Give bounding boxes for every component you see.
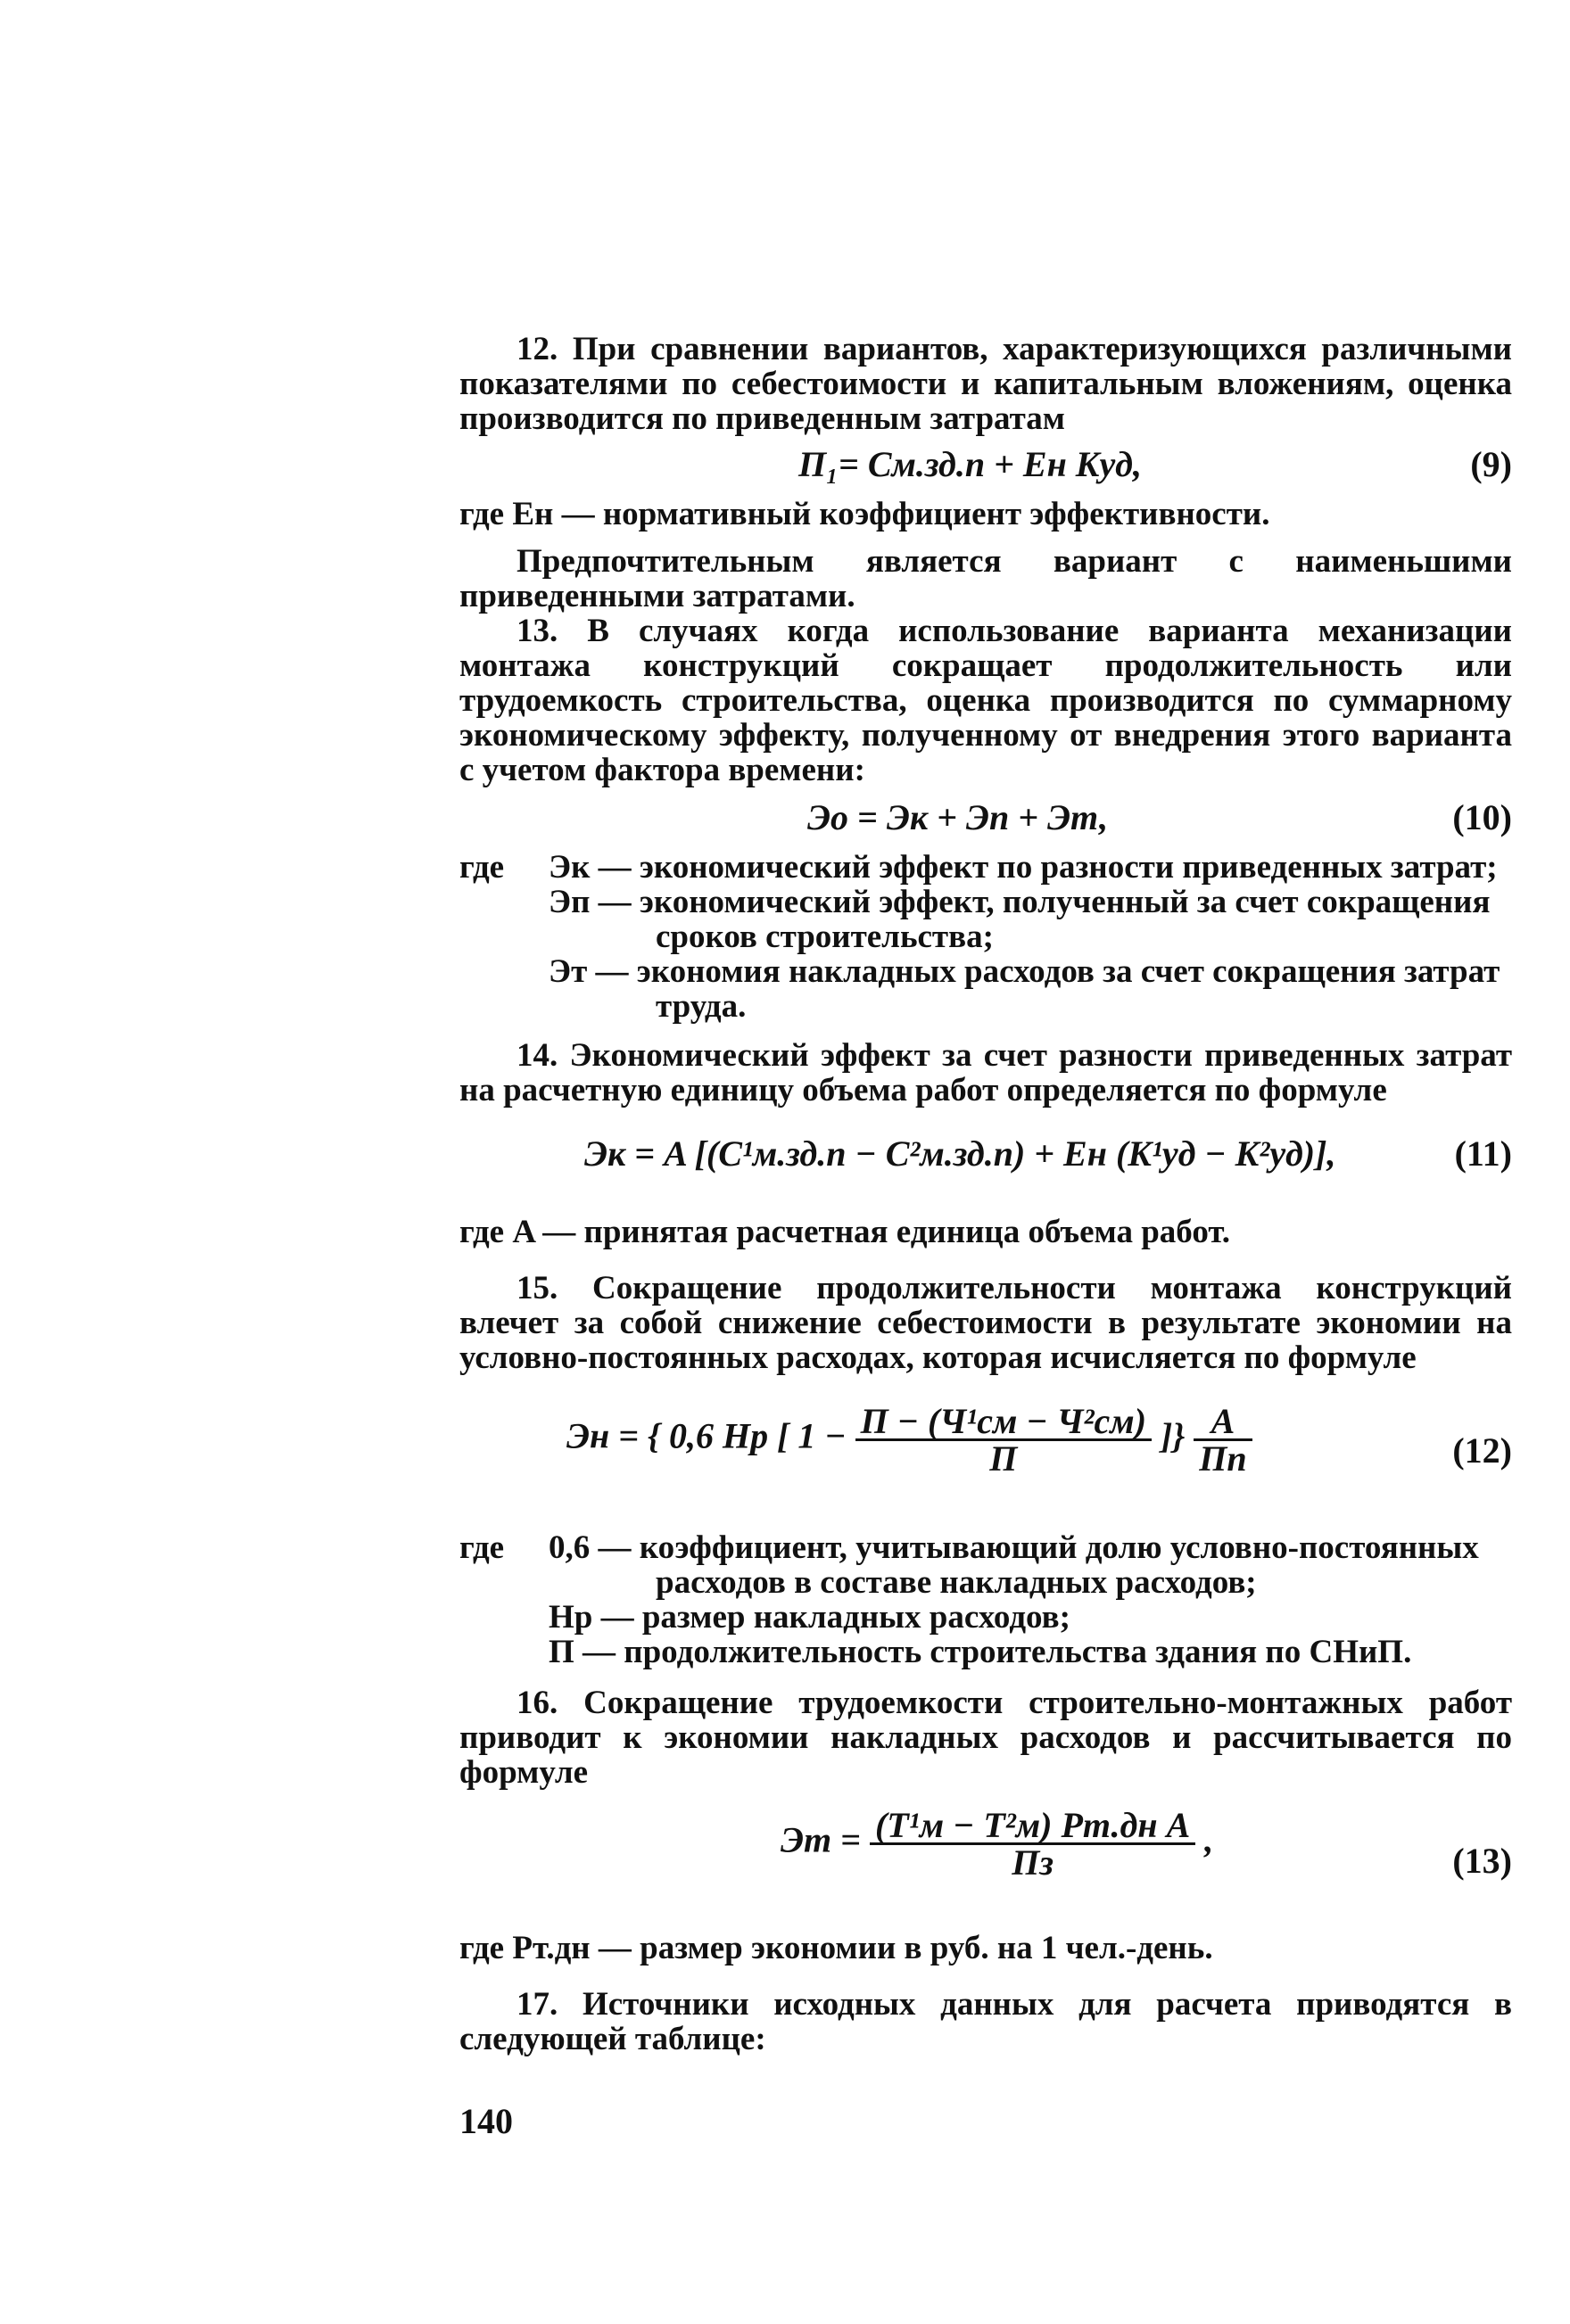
- equation-9-where: где Eн — нормативный коэффициент эффективности.: [459, 496, 1270, 532]
- equation-9-number: (9): [1470, 444, 1512, 484]
- equation-12: [459, 1384, 1512, 1518]
- equation-11: [459, 1108, 1512, 1215]
- equation-12-definitions: [459, 1530, 1512, 1669]
- equation-11-formula: Эк = A [(C¹м.зд.п − C²м.зд.п) + Eн (K¹уд − K²уд)],: [584, 1133, 1336, 1174]
- equation-13-number: (13): [1452, 1841, 1512, 1881]
- equation-13-fraction-denominator: Пз: [1012, 1842, 1054, 1883]
- equation-13-fraction: [870, 1805, 1195, 1883]
- paragraph-17: 17. Источники исходных данных для расчета приводятся в следующей таблице:: [459, 1986, 1512, 2057]
- equation-9-formula: П₁= Cм.зд.п + Eн Kуд,: [798, 444, 1142, 484]
- definition-hr: Hр — размер накладных расходов;: [549, 1599, 1070, 1636]
- equation-13-left: Эт =: [781, 1819, 861, 1860]
- paragraph-preferred: Предпочтительным является вариант с наименьшими приведенными затратами.: [459, 543, 1512, 614]
- equation-10: [459, 797, 1512, 850]
- paragraph-13: 13. В случаях когда использование варианта механизации монтажа конструкций сокращает продолжительность или трудоемкость строительства, оценка производится по суммарному экономическому эффекту, полученному от внедрения этого варианта с учетом фактора времени:: [459, 613, 1512, 788]
- equation-10-number: (10): [1452, 797, 1512, 837]
- equation-11-number: (11): [1454, 1133, 1512, 1174]
- definition-et: Эт — экономия накладных расходов за счет сокращения затрат труда.: [549, 953, 1500, 1025]
- equation-12-fraction-numerator: П − (Ч¹см − Ч²см): [855, 1404, 1152, 1441]
- paragraph-14: 14. Экономический эффект за счет разности приведенных затрат на расчетную единицу объема работ определяется по формуле: [459, 1037, 1512, 1108]
- where-label: где: [459, 1529, 505, 1566]
- equation-11-where: где A — принятая расчетная единица объема работ.: [459, 1214, 1230, 1250]
- equation-12-fraction-2-denominator: Пп: [1199, 1438, 1247, 1479]
- equation-9: [459, 444, 1512, 497]
- equation-12-fraction-2-numerator: A: [1194, 1404, 1252, 1441]
- equation-13: [459, 1799, 1512, 1924]
- body-text: [459, 332, 1512, 2056]
- where-label: где: [459, 849, 505, 886]
- paragraph-16: 16. Сокращение трудоемкости строительно-монтажных работ приводит к экономии накладных расходов и рассчитывается по формуле: [459, 1685, 1512, 1791]
- definition-ep: Эп — экономический эффект, полученный за счет сокращения сроков строительства;: [549, 884, 1491, 955]
- equation-10-definitions: [459, 850, 1512, 1024]
- equation-12-fraction-denominator: П: [989, 1438, 1018, 1479]
- page-number: 140: [459, 2101, 513, 2141]
- equation-12-fraction-2: [1194, 1401, 1252, 1479]
- equation-12-left: Эн = { 0,6 Hр [ 1 −: [566, 1415, 847, 1456]
- paragraph-12: 12. При сравнении вариантов, характеризующихся различными показателями по себестоимости и капитальным вложениям, оценка производится по приведенным затратам: [459, 331, 1512, 437]
- equation-13-comma: ,: [1204, 1819, 1214, 1860]
- equation-13-fraction-numerator: (T¹м − T²м) Pт.дн A: [870, 1808, 1195, 1845]
- equation-12-right: ]}: [1161, 1415, 1186, 1456]
- equation-12-fraction: [855, 1401, 1152, 1479]
- definition-ek: Эк — экономический эффект по разности приведенных затрат;: [549, 849, 1498, 886]
- equation-13-where: где Pт.дн — размер экономии в руб. на 1 чел.-день.: [459, 1930, 1213, 1966]
- equation-12-number: (12): [1452, 1430, 1512, 1471]
- definition-coefficient: 0,6 — коэффициент, учитывающий долю условно-постоянных расходов в составе накладных расходов;: [549, 1529, 1479, 1601]
- definition-p: П — продолжительность строительства здания по СНиП.: [549, 1634, 1412, 1670]
- paragraph-15: 15. Сокращение продолжительности монтажа конструкций влечет за собой снижение себестоимости в результате экономии на условно-постоянных расходах, которая исчисляется по формуле: [459, 1270, 1512, 1376]
- equation-10-formula: Эо = Эк + Эп + Эт,: [807, 797, 1109, 837]
